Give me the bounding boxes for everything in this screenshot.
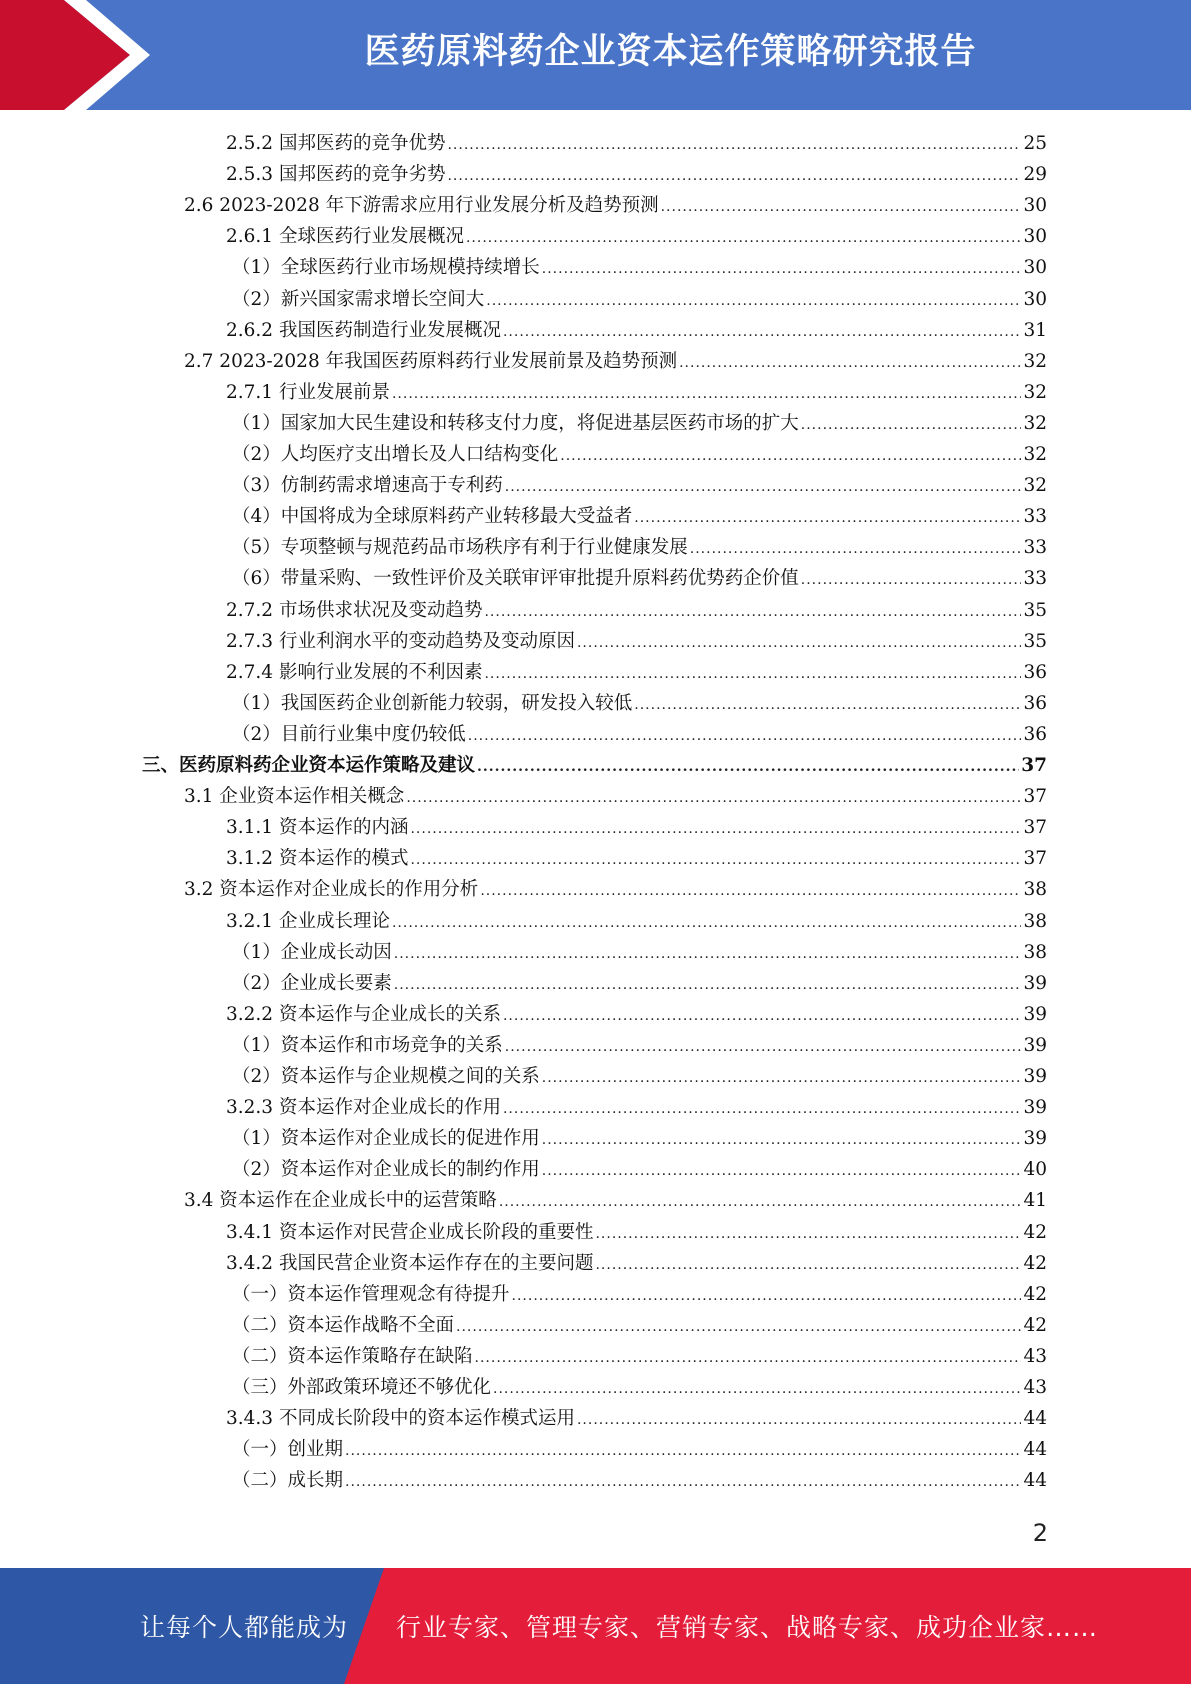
- toc-entry-title: （2）企业成长要素: [232, 972, 392, 994]
- toc-entry[interactable]: [232, 1465, 1047, 1496]
- toc-entry-page: 38: [1023, 941, 1047, 963]
- toc-entry-page: 30: [1023, 288, 1047, 310]
- toc-entry-page: 30: [1023, 257, 1047, 279]
- toc-entry[interactable]: [232, 1310, 1047, 1341]
- toc-entry-title: （6）带量采购、一致性评价及关联审评审批提升原料药优势药企价值: [232, 568, 799, 590]
- toc-entry[interactable]: [232, 1123, 1047, 1154]
- toc-entry-title: 2.6.1 全球医药行业发展概况: [226, 226, 464, 248]
- toc-entry-title: （2）资本运作对企业成长的制约作用: [232, 1159, 540, 1181]
- toc-entry-page: 41: [1023, 1190, 1047, 1212]
- toc-entry-title: （一）资本运作管理观念有待提升: [232, 1283, 510, 1305]
- toc-entry-page: 33: [1023, 568, 1047, 590]
- toc-entry[interactable]: [226, 626, 1047, 657]
- toc-entry[interactable]: [226, 812, 1047, 843]
- toc-leader-dots: [447, 161, 1021, 192]
- toc-entry[interactable]: [232, 719, 1047, 750]
- toc-entry[interactable]: [184, 346, 1047, 377]
- toc-entry-title: （一）创业期: [232, 1439, 344, 1461]
- toc-entry-title: （2）目前行业集中度仍较低: [232, 723, 466, 745]
- toc-entry-title: （1）资本运作和市场竞争的关系: [232, 1034, 503, 1056]
- toc-entry-page: 44: [1023, 1408, 1047, 1430]
- toc-entry[interactable]: [232, 968, 1047, 999]
- toc-leader-dots: [499, 1187, 1022, 1218]
- toc-entry-page: 36: [1023, 692, 1047, 714]
- page-header: [0, 0, 1191, 110]
- toc-entry-page: 44: [1023, 1470, 1047, 1492]
- toc-leader-dots: [475, 1343, 1022, 1374]
- toc-entry-page: 30: [1023, 195, 1047, 217]
- report-title: 医药原料药企业资本运作策略研究报告: [364, 32, 977, 72]
- toc-leader-dots: [410, 845, 1021, 876]
- toc-entry-title: 3.4.1 资本运作对民营企业成长阶段的重要性: [226, 1221, 594, 1243]
- toc-entry-page: 33: [1023, 537, 1047, 559]
- toc-leader-dots: [394, 970, 1022, 1001]
- toc-leader-dots: [477, 752, 1019, 783]
- toc-entry[interactable]: [226, 315, 1047, 346]
- toc-leader-dots: [595, 1219, 1021, 1250]
- toc-entry[interactable]: [226, 1092, 1047, 1123]
- toc-entry-title: 3.4 资本运作在企业成长中的运营策略: [184, 1190, 497, 1212]
- toc-leader-dots: [392, 908, 1021, 939]
- toc-entry-title: （二）资本运作策略存在缺陷: [232, 1345, 473, 1367]
- toc-entry-title: 2.5.3 国邦医药的竞争劣势: [226, 164, 446, 186]
- toc-entry-title: （4）中国将成为全球原料药产业转移最大受益者: [232, 506, 633, 528]
- toc-entry-page: 30: [1023, 226, 1047, 248]
- toc-entry[interactable]: [184, 1185, 1047, 1216]
- toc-entry-title: 2.7 2023-2028 年我国医药原料药行业发展前景及趋势预测: [184, 350, 678, 372]
- toc-entry[interactable]: [232, 1030, 1047, 1061]
- toc-entry[interactable]: [232, 688, 1047, 719]
- toc-entry[interactable]: [226, 1403, 1047, 1434]
- toc-entry[interactable]: [226, 843, 1047, 874]
- toc-entry-title: （1）全球医药行业市场规模持续增长: [232, 257, 540, 279]
- toc-entry[interactable]: [232, 1154, 1047, 1185]
- toc-leader-dots: [542, 1125, 1022, 1156]
- toc-leader-dots: [595, 1250, 1021, 1281]
- toc-entry-title: （2）人均医疗支出增长及人口结构变化: [232, 444, 559, 465]
- toc-leader-dots: [560, 441, 1021, 472]
- page-footer: [0, 1568, 1191, 1684]
- toc-leader-dots: [345, 1436, 1021, 1467]
- toc-entry-title: 2.6.2 我国医药制造行业发展概况: [226, 319, 501, 341]
- toc-entry-page: 43: [1023, 1345, 1047, 1367]
- toc-entry[interactable]: [142, 750, 1047, 781]
- toc-leader-dots: [634, 503, 1021, 534]
- toc-entry-title: （1）资本运作对企业成长的促进作用: [232, 1128, 540, 1150]
- toc-entry[interactable]: [226, 906, 1047, 937]
- toc-entry-title: （三）外部政策环境还不够优化: [232, 1377, 492, 1398]
- page-number: 2: [1032, 1519, 1048, 1547]
- toc-leader-dots: [466, 223, 1021, 254]
- toc-entry-title: （1）企业成长动因: [232, 941, 392, 963]
- toc-entry[interactable]: [226, 595, 1047, 626]
- toc-entry-title: （2）资本运作与企业规模之间的关系: [232, 1066, 540, 1087]
- toc-entry-title: （3）仿制药需求增速高于专利药: [232, 475, 503, 497]
- toc-entry-title: （1）国家加大民生建设和转移支付力度，将促进基层医药市场的扩大: [232, 412, 799, 434]
- toc-entry-page: 32: [1023, 381, 1047, 403]
- toc-entry-page: 42: [1023, 1314, 1047, 1336]
- toc-entry[interactable]: [184, 190, 1047, 221]
- toc-entry-title: （2）新兴国家需求增长空间大: [232, 288, 485, 310]
- toc-entry-title: 3.4.2 我国民营企业资本运作存在的主要问题: [226, 1252, 594, 1274]
- toc-leader-dots: [577, 628, 1021, 659]
- toc-leader-dots: [480, 876, 1021, 907]
- toc-leader-dots: [661, 192, 1022, 223]
- toc-entry-page: 37: [1023, 848, 1047, 870]
- toc-entry-page: 44: [1023, 1439, 1047, 1461]
- toc-entry-title: 3.2.3 资本运作对企业成长的作用: [226, 1097, 501, 1119]
- toc-entry-title: 三、医药原料药企业资本运作策略及建议: [142, 755, 476, 776]
- toc-leader-dots: [486, 286, 1021, 317]
- toc-leader-dots: [634, 690, 1021, 721]
- toc-entry-title: 2.7.4 影响行业发展的不利因素: [226, 661, 483, 683]
- toc-leader-dots: [410, 814, 1021, 845]
- toc-entry-page: 29: [1023, 164, 1047, 186]
- toc-leader-dots: [512, 1281, 1022, 1312]
- toc-entry[interactable]: [226, 1217, 1047, 1248]
- toc-entry[interactable]: [232, 470, 1047, 501]
- toc-entry[interactable]: [226, 221, 1047, 252]
- toc-entry-title: 2.7.3 行业利润水平的变动趋势及变动原因: [226, 630, 575, 652]
- toc-leader-dots: [484, 597, 1021, 628]
- toc-entry-page: 37: [1021, 755, 1047, 776]
- toc-entry-page: 31: [1023, 319, 1047, 341]
- toc-entry-page: 32: [1023, 412, 1047, 434]
- toc-entry[interactable]: [232, 937, 1047, 968]
- toc-entry-page: 39: [1023, 1128, 1047, 1150]
- toc-entry-page: 40: [1023, 1159, 1047, 1181]
- toc-leader-dots: [801, 410, 1022, 441]
- toc-entry-page: 32: [1023, 444, 1047, 465]
- toc-entry-page: 37: [1023, 817, 1047, 839]
- toc-entry[interactable]: [232, 1341, 1047, 1372]
- toc-entry[interactable]: [226, 159, 1047, 190]
- toc-leader-dots: [542, 1156, 1022, 1187]
- toc-leader-dots: [505, 472, 1022, 503]
- toc-leader-dots: [690, 534, 1022, 565]
- toc-leader-dots: [406, 783, 1021, 814]
- toc-leader-dots: [542, 254, 1022, 285]
- toc-entry[interactable]: [226, 377, 1047, 408]
- toc-entry[interactable]: [226, 128, 1047, 159]
- toc-entry-page: 42: [1023, 1283, 1047, 1305]
- toc-entry[interactable]: [232, 532, 1047, 563]
- toc-leader-dots: [447, 130, 1021, 161]
- toc-entry[interactable]: [232, 563, 1047, 594]
- toc-entry-page: 37: [1023, 786, 1047, 808]
- toc-entry-title: 2.7.1 行业发展前景: [226, 381, 390, 403]
- toc-entry-page: 25: [1023, 133, 1047, 154]
- toc-entry[interactable]: [232, 1279, 1047, 1310]
- toc-leader-dots: [394, 939, 1022, 970]
- toc-leader-dots: [392, 379, 1021, 410]
- toc-leader-dots: [468, 721, 1022, 752]
- toc-entry-page: 33: [1023, 506, 1047, 528]
- toc-leader-dots: [456, 1312, 1021, 1343]
- toc-entry-page: 39: [1023, 1034, 1047, 1056]
- footer-slogan-right: 行业专家、管理专家、营销专家、战略专家、成功企业家……: [396, 1613, 1099, 1642]
- toc-leader-dots: [505, 1032, 1022, 1063]
- toc-entry-title: 2.7.2 市场供求状况及变动趋势: [226, 599, 483, 621]
- toc-entry-title: 3.2.2 资本运作与企业成长的关系: [226, 1003, 501, 1025]
- toc-entry-page: 36: [1023, 661, 1047, 683]
- toc-entry-page: 36: [1023, 723, 1047, 745]
- toc-entry[interactable]: [232, 284, 1047, 315]
- toc-entry-page: 32: [1023, 475, 1047, 497]
- footer-slogan-left: 让每个人都能成为: [140, 1613, 349, 1642]
- toc-entry[interactable]: [232, 1434, 1047, 1465]
- toc-entry[interactable]: [184, 874, 1047, 905]
- toc-entry-title: 3.4.3 不同成长阶段中的资本运作模式运用: [226, 1408, 575, 1430]
- toc-entry[interactable]: [232, 1061, 1047, 1092]
- toc-entry-page: 39: [1023, 1097, 1047, 1119]
- toc-entry-page: 39: [1023, 1003, 1047, 1025]
- toc-leader-dots: [542, 1063, 1022, 1094]
- toc-leader-dots: [801, 565, 1022, 596]
- toc-entry[interactable]: [232, 501, 1047, 532]
- toc-entry-page: 42: [1023, 1252, 1047, 1274]
- toc-leader-dots: [503, 1001, 1021, 1032]
- toc-entry-page: 38: [1023, 910, 1047, 932]
- toc-entry-title: 2.5.2 国邦医药的竞争优势: [226, 133, 446, 154]
- toc-leader-dots: [503, 317, 1021, 348]
- toc-leader-dots: [577, 1405, 1021, 1436]
- toc-entry-page: 39: [1023, 972, 1047, 994]
- toc-entry[interactable]: [232, 439, 1047, 470]
- toc-entry-page: 35: [1023, 599, 1047, 621]
- toc-entry-title: 3.1.1 资本运作的内涵: [226, 817, 409, 839]
- toc-leader-dots: [484, 659, 1021, 690]
- toc-entry-page: 35: [1023, 630, 1047, 652]
- toc-entry-page: 42: [1023, 1221, 1047, 1243]
- toc-entry-title: 3.2 资本运作对企业成长的作用分析: [184, 879, 479, 901]
- toc-entry-title: （二）资本运作战略不全面: [232, 1314, 455, 1336]
- toc-entry[interactable]: [184, 781, 1047, 812]
- toc-entry-title: 2.6 2023-2028 年下游需求应用行业发展分析及趋势预测: [184, 195, 659, 217]
- toc-entry[interactable]: [232, 1372, 1047, 1403]
- toc-entry-title: 3.2.1 企业成长理论: [226, 910, 390, 932]
- toc-entry-title: （5）专项整顿与规范药品市场秩序有利于行业健康发展: [232, 537, 688, 559]
- toc-entry-title: （二）成长期: [232, 1470, 344, 1492]
- toc-entry-title: 3.1 企业资本运作相关概念: [184, 786, 405, 808]
- toc-entry[interactable]: [226, 1248, 1047, 1279]
- toc-leader-dots: [345, 1467, 1021, 1498]
- toc-leader-dots: [503, 1094, 1021, 1125]
- toc-leader-dots: [679, 348, 1021, 379]
- toc-entry-title: （1）我国医药企业创新能力较弱，研发投入较低: [232, 692, 633, 714]
- toc-entry[interactable]: [232, 408, 1047, 439]
- toc-entry-title: 3.1.2 资本运作的模式: [226, 848, 409, 870]
- toc-entry-page: 39: [1023, 1066, 1047, 1087]
- toc-entry[interactable]: [226, 657, 1047, 688]
- toc-entry-page: 32: [1023, 350, 1047, 372]
- toc-entry-page: 38: [1023, 879, 1047, 901]
- toc-entry-page: 43: [1023, 1377, 1047, 1398]
- toc-entry[interactable]: [226, 999, 1047, 1030]
- toc-entry[interactable]: [232, 252, 1047, 283]
- toc-leader-dots: [493, 1374, 1021, 1405]
